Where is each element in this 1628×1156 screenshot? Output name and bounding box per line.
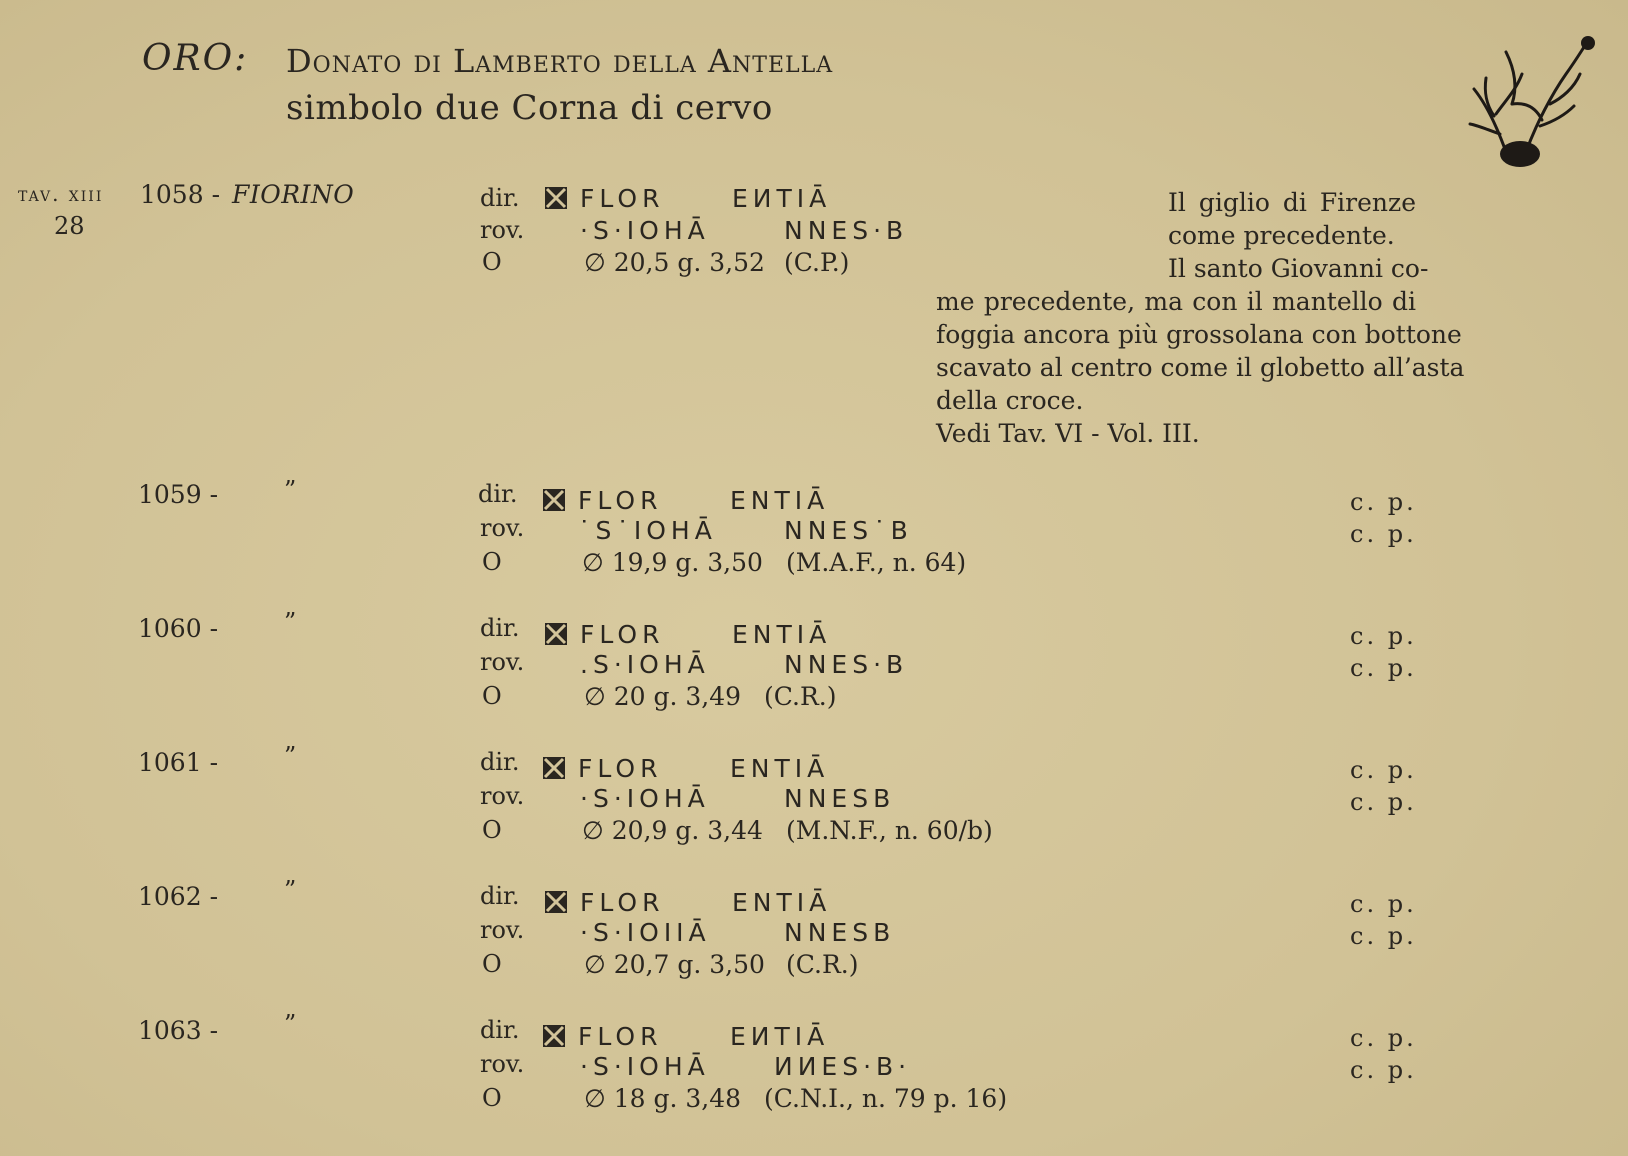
condition-obverse: c. p. xyxy=(1350,622,1417,650)
reference: (C.N.I., n. 79 p. 16) xyxy=(764,1084,1008,1113)
reverse-legend-left: .S·IOHĀ xyxy=(580,650,710,679)
reverse-label: rov. xyxy=(480,1050,525,1078)
reverse-legend-right: NNES˙B xyxy=(784,516,913,545)
reference: (C.P.) xyxy=(784,248,850,277)
obverse-label: dir. xyxy=(480,1016,520,1044)
orientation-label: O xyxy=(482,816,502,844)
ditto-mark: ” xyxy=(284,742,297,770)
entry-number: 1059 - xyxy=(138,480,219,509)
reverse-label: rov. xyxy=(480,916,525,944)
condition-reverse: c. p. xyxy=(1350,520,1417,548)
condition-obverse: c. p. xyxy=(1350,488,1417,516)
description-note xyxy=(936,186,1465,450)
note-line: Vedi Tav. VI - Vol. III. xyxy=(936,419,1200,448)
reverse-legend-left: ·S·IOIIĀ xyxy=(580,918,711,947)
note-line: Il giglio di Firenze xyxy=(1168,188,1416,217)
obverse-label: dir. xyxy=(480,882,520,910)
entry-number: 1058 - xyxy=(140,180,221,209)
orientation-label: O xyxy=(482,248,502,276)
obverse-label: dir. xyxy=(480,748,520,776)
plate-label: tav. xiii xyxy=(18,182,104,206)
orientation-label: O xyxy=(482,682,502,710)
entry-number: 1060 - xyxy=(138,614,219,643)
cross-icon xyxy=(542,1024,566,1048)
orientation-label: O xyxy=(482,1084,502,1112)
entry-number: 1062 - xyxy=(138,882,219,911)
measurements: ∅ 20 g. 3,49 xyxy=(584,682,742,711)
symbol-description: simbolo due Corna di cervo xyxy=(286,88,773,128)
orientation-label: O xyxy=(482,548,502,576)
obverse-label: dir. xyxy=(478,480,518,508)
reverse-legend-left: ˙S˙IOHĀ xyxy=(578,516,717,545)
note-line: della croce. xyxy=(936,386,1084,415)
reference: (C.R.) xyxy=(786,950,859,979)
obverse-label: dir. xyxy=(480,184,520,212)
reference: (M.A.F., n. 64) xyxy=(786,548,967,577)
ditto-mark: ” xyxy=(284,608,297,636)
reverse-label: rov. xyxy=(480,648,525,676)
reference: (M.N.F., n. 60/b) xyxy=(786,816,993,845)
entry-number: 1061 - xyxy=(138,748,219,777)
cross-icon xyxy=(542,756,566,780)
obverse-label: dir. xyxy=(480,614,520,642)
note-line: foggia ancora più grossolana con bottone xyxy=(936,320,1462,349)
stag-antlers-emblem-icon xyxy=(1466,34,1602,170)
reverse-label: rov. xyxy=(480,782,525,810)
reverse-legend-right: ИИES·B· xyxy=(774,1052,912,1081)
obverse-legend-right: ENTIĀ xyxy=(730,486,830,515)
ditto-mark: ” xyxy=(284,876,297,904)
note-line: scavato al centro come il globetto all’asta xyxy=(936,353,1465,382)
measurements: ∅ 20,5 g. 3,52 xyxy=(584,248,765,277)
note-line: Il santo Giovanni co- xyxy=(1168,254,1429,283)
condition-obverse: c. p. xyxy=(1350,756,1417,784)
entry-number: 1063 - xyxy=(138,1016,219,1045)
obverse-legend-right: ENTIĀ xyxy=(732,620,832,649)
note-line: me precedente, ma con il mantello di xyxy=(936,287,1416,316)
cross-icon xyxy=(542,488,566,512)
plate-number: 28 xyxy=(54,212,85,240)
obverse-legend-left: FLOR xyxy=(578,1022,663,1051)
obverse-legend-left: FLOR xyxy=(580,888,665,917)
measurements: ∅ 18 g. 3,48 xyxy=(584,1084,742,1113)
reverse-legend-right: NNES·B xyxy=(784,650,909,679)
measurements: ∅ 20,9 g. 3,44 xyxy=(582,816,763,845)
condition-obverse: c. p. xyxy=(1350,890,1417,918)
cross-icon xyxy=(544,622,568,646)
ditto-mark: ” xyxy=(284,476,297,504)
ditto-mark: ” xyxy=(284,1010,297,1038)
reverse-legend-right: NNESB xyxy=(784,918,896,947)
obverse-legend-right: ENTIĀ xyxy=(732,888,832,917)
reverse-label: rov. xyxy=(480,514,525,542)
condition-reverse: c. p. xyxy=(1350,654,1417,682)
obverse-legend-right: EИTIĀ xyxy=(730,1022,830,1051)
reverse-legend-right: NNES·B xyxy=(784,216,909,245)
measurements: ∅ 19,9 g. 3,50 xyxy=(582,548,763,577)
measurements: ∅ 20,7 g. 3,50 xyxy=(584,950,765,979)
reverse-label: rov. xyxy=(480,216,525,244)
obverse-legend-left: FLOR xyxy=(578,486,663,515)
reverse-legend-left: ·S·IOHĀ xyxy=(580,216,710,245)
reverse-legend-right: NNESB xyxy=(784,784,896,813)
obverse-legend-left: FLOR xyxy=(580,620,665,649)
obverse-legend-left: FLOR xyxy=(580,184,665,213)
reference: (C.R.) xyxy=(764,682,837,711)
condition-reverse: c. p. xyxy=(1350,1056,1417,1084)
cross-icon xyxy=(544,890,568,914)
note-line: come precedente. xyxy=(1168,221,1395,250)
obverse-legend-right: ENTIĀ xyxy=(730,754,830,783)
condition-reverse: c. p. xyxy=(1350,922,1417,950)
orientation-label: O xyxy=(482,950,502,978)
reverse-legend-left: ·S·IOHĀ xyxy=(580,784,710,813)
reverse-legend-left: ·S·IOHĀ xyxy=(580,1052,710,1081)
obverse-legend-right: EИTIĀ xyxy=(732,184,832,213)
cross-icon xyxy=(544,186,568,210)
condition-obverse: c. p. xyxy=(1350,1024,1417,1052)
coin-name: FIORINO xyxy=(232,180,355,209)
moneyer-name: Donato di Lamberto della Antella xyxy=(286,42,834,80)
obverse-legend-left: FLOR xyxy=(578,754,663,783)
condition-reverse: c. p. xyxy=(1350,788,1417,816)
metal-heading: ORO: xyxy=(142,38,249,79)
